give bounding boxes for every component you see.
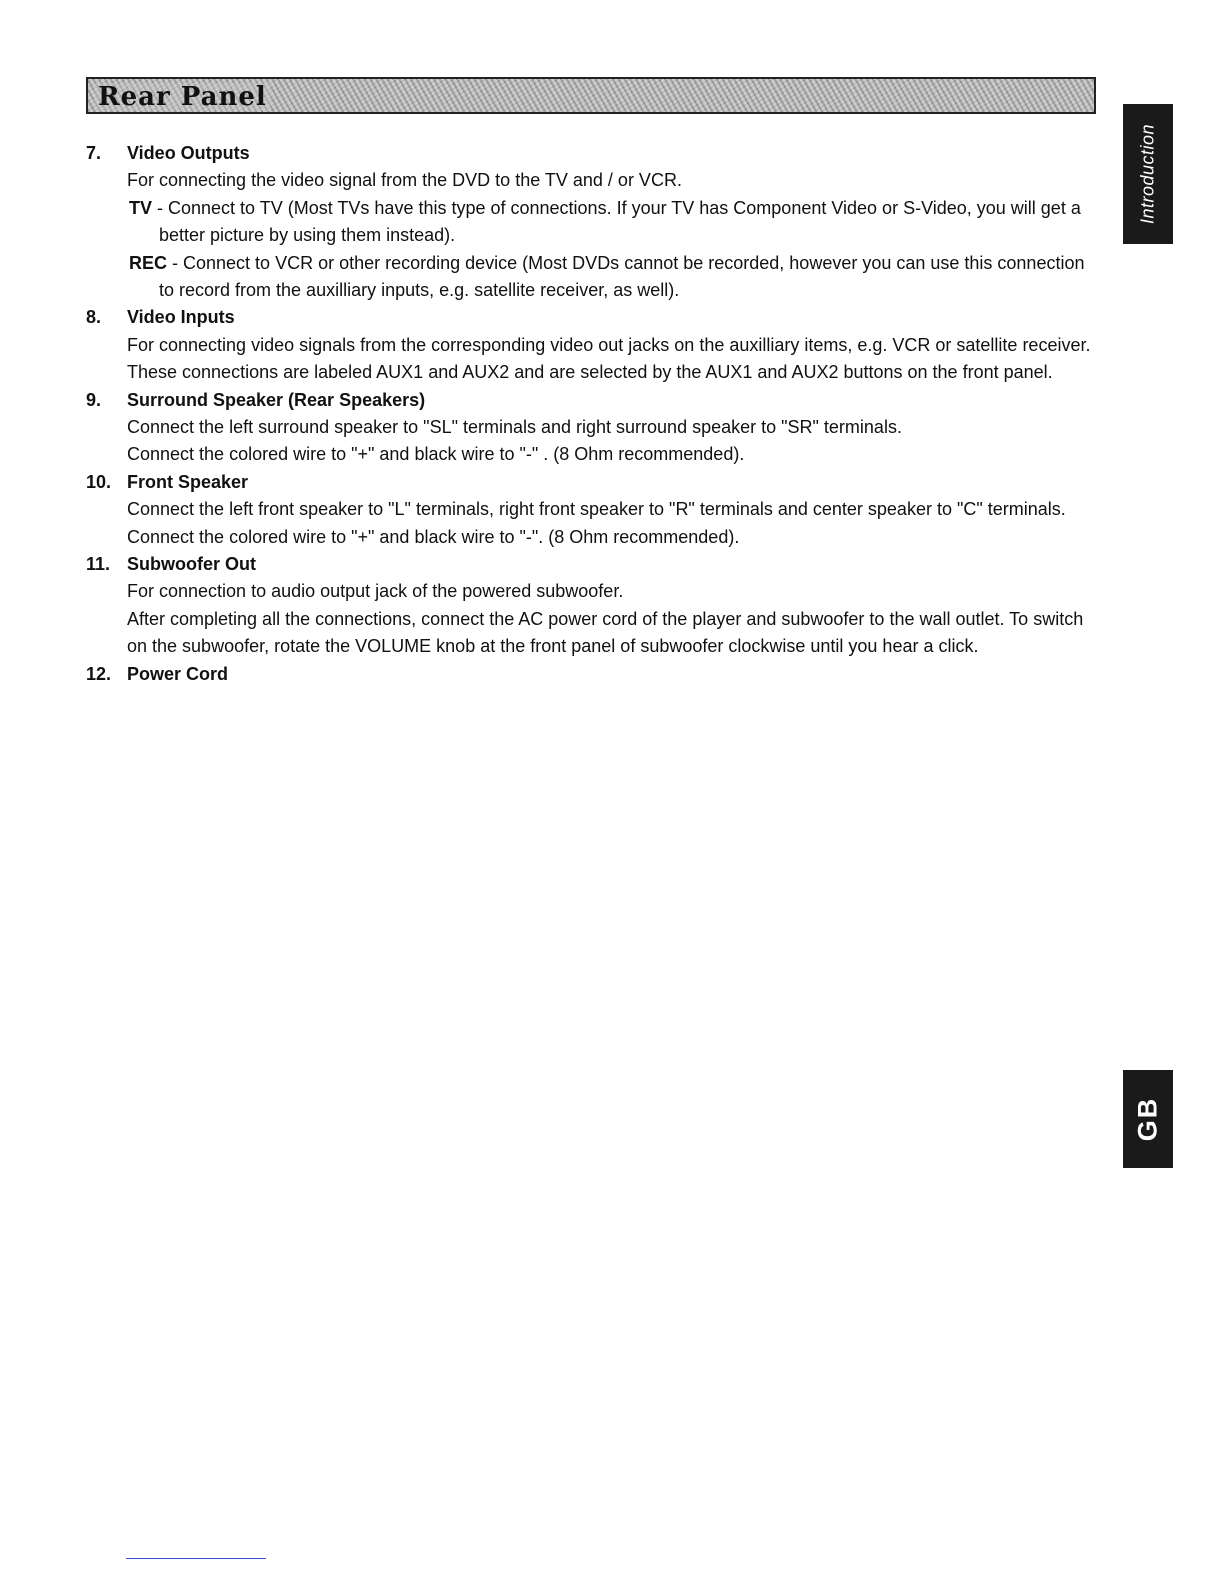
item-number: 10.: [86, 471, 112, 492]
item-title: Front Speaker: [127, 471, 249, 492]
item-title: Video Inputs: [127, 307, 235, 328]
item-surround-speaker: [86, 387, 1096, 469]
item-power-cord: [86, 661, 1096, 688]
manual-content: [86, 140, 1096, 688]
item-title: Power Cord: [127, 663, 229, 684]
item-video-inputs: [86, 304, 1096, 386]
subitem-text: - Connect to VCR or other recording device (Most DVDs cannot be recorded, however you can use this connection to record from the auxilliary inputs, e.g. satellite receiver, as well).: [159, 252, 1085, 301]
item-number: 11.: [86, 554, 111, 575]
item-heading: [86, 661, 1096, 688]
subitem-key: REC: [129, 252, 168, 273]
item-paragraph: Connect the colored wire to "+" and black wire to "-" . (8 Ohm recommended).: [127, 444, 745, 465]
language-tab: [1123, 1070, 1173, 1168]
item-heading: [86, 140, 1096, 167]
subitem-rec: [127, 250, 1096, 305]
item-subwoofer-out: [86, 551, 1096, 661]
item-number: 7.: [86, 143, 102, 163]
chapter-tab-label: Introduction: [1137, 123, 1158, 225]
item-paragraph: For connecting video signals from the corresponding video out jacks on the auxilliary items, e.g. VCR or satellite receiver. These connections are labeled AUX1 and AUX2 and are selected by the AUX1 and AUX2 buttons on the front panel.: [127, 334, 1091, 383]
section-title: Rear Panel: [94, 83, 271, 111]
item-heading: [86, 469, 1096, 496]
language-tab-label: GB: [1132, 1096, 1163, 1142]
subitem-tv: [127, 195, 1096, 250]
item-paragraph: For connecting the video signal from the DVD to the TV and / or VCR.: [127, 170, 682, 191]
item-paragraph: For connection to audio output jack of the powered subwoofer.: [127, 581, 624, 602]
section-header-bar: [86, 77, 1096, 114]
item-title: Subwoofer Out: [127, 554, 256, 575]
item-heading: [86, 387, 1096, 414]
item-number: 9.: [86, 389, 102, 410]
item-paragraph: Connect the left surround speaker to "SL" terminals and right surround speaker to "SR" terminals.: [127, 417, 902, 438]
subitem-text: - Connect to TV (Most TVs have this type of connections. If your TV has Component Video or S-Video, you will get a better picture by using them instead).: [152, 197, 1081, 246]
item-paragraph: Connect the left front speaker to "L" terminals, right front speaker to "R" terminals and center speaker to "C" terminals. Connect the colored wire to "+" and black wire to "-". (8 Ohm recommended).: [127, 499, 1066, 547]
chapter-tab-introduction: [1123, 104, 1173, 244]
item-paragraph: After completing all the connections, connect the AC power cord of the player and subwoofer to the wall outlet. To switch on the subwoofer, rotate the VOLUME knob at the front panel of subwoofer clockwise until you hear a click.: [127, 608, 1084, 657]
item-number: 8.: [86, 307, 102, 328]
item-title: Surround Speaker (Rear Speakers): [127, 389, 426, 410]
subitem-key: TV: [129, 197, 153, 218]
item-title: Video Outputs: [127, 143, 250, 163]
footer-rule: [126, 1558, 266, 1559]
item-heading: [86, 551, 1096, 578]
item-number: 12.: [86, 663, 112, 684]
item-video-outputs: [86, 140, 1096, 304]
item-heading: [86, 304, 1096, 331]
item-front-speaker: [86, 469, 1096, 551]
